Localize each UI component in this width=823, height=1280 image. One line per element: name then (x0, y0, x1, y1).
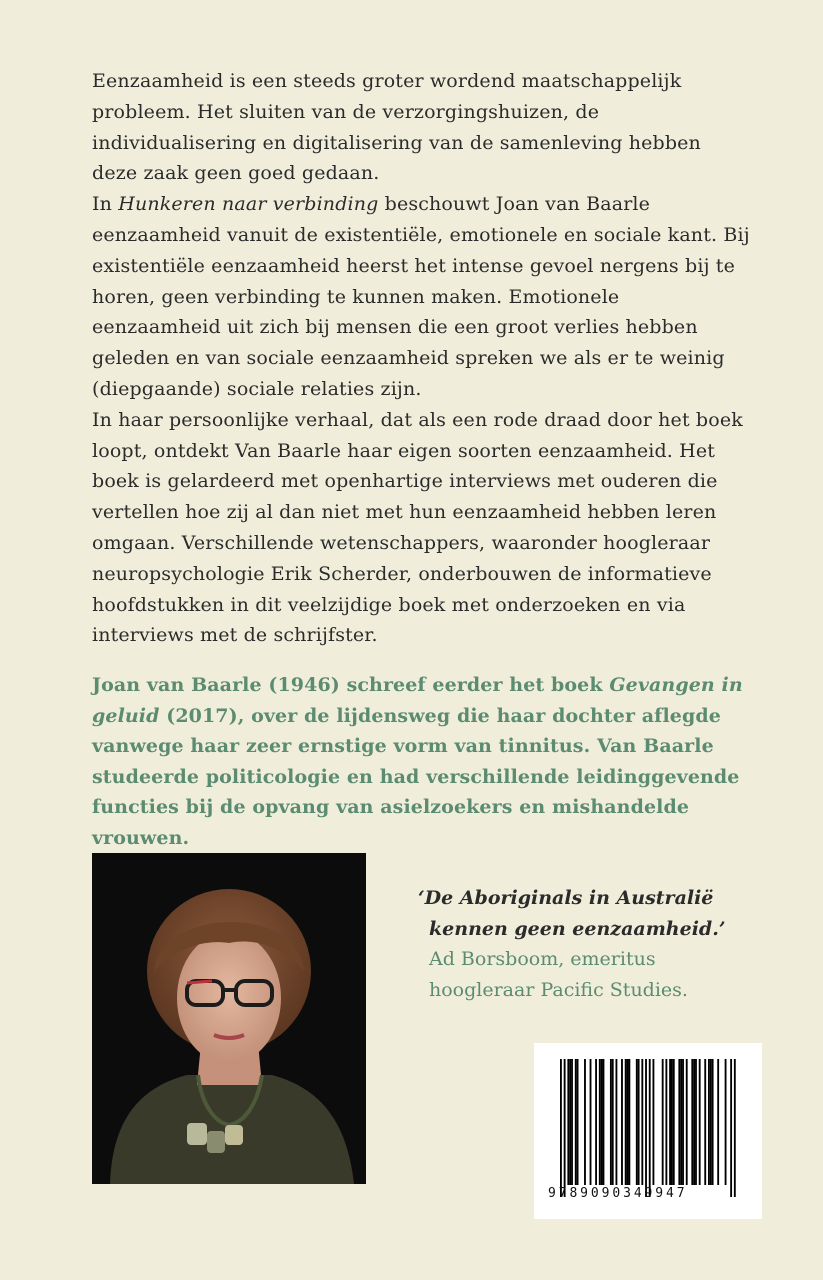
author-bio-text (92, 670, 752, 853)
barcode-bar (599, 1059, 601, 1185)
barcode-bar (560, 1059, 562, 1197)
barcode-bar (616, 1059, 618, 1185)
barcode-bar (682, 1059, 684, 1185)
previous-book-title: Gevangen in geluid (92, 674, 743, 727)
author-photo (92, 853, 366, 1184)
barcode-bar (704, 1059, 706, 1185)
quote-text (418, 883, 748, 944)
barcode-bar (708, 1059, 710, 1185)
barcode-bar (621, 1059, 623, 1185)
barcode-bar (665, 1059, 667, 1185)
barcode-bar (717, 1059, 719, 1185)
isbn-digits: 9789090349947 (548, 1186, 688, 1201)
barcode-bar (695, 1059, 697, 1185)
barcode-bar (669, 1059, 671, 1185)
barcode-bar (571, 1059, 573, 1185)
barcode-bar (612, 1059, 614, 1185)
barcode-bar (584, 1059, 586, 1185)
endorsement-quote (418, 883, 748, 1005)
barcode-bar (678, 1059, 680, 1185)
quote-line-2: kennen geen eenzaamheid.’ (429, 917, 726, 940)
barcode-bar (734, 1059, 736, 1197)
barcode-bar (649, 1059, 651, 1197)
barcode-bar (671, 1059, 673, 1185)
quote-attribution-role: hoogleraar Pacific Studies. (429, 978, 688, 1001)
barcode-bar (577, 1059, 579, 1185)
barcode-bar (662, 1059, 664, 1185)
quote-line-1: ‘De Aboriginals in Australië (418, 887, 714, 909)
blurb-paragraph-1: Eenzaamheid is een steeds groter wordend maatschappelijk probleem. Het sluiten van de verzorgingshuizen, de individualisering en digitalisering van de samenleving hebben deze zaak geen goed gedaan. (92, 70, 701, 185)
barcode-bar (590, 1059, 592, 1185)
bio-prefix: Joan van Baarle (1946) schreef eerder het boek (92, 674, 610, 696)
barcode-bar (686, 1059, 688, 1185)
barcode-bar (699, 1059, 701, 1185)
barcode-bar (641, 1059, 643, 1185)
blurb-p2-body: beschouwt Joan van Baarle eenzaamheid vanuit de existentiële, emotionele en sociale kant. Bij existentiële eenzaamheid heerst het intense gevoel nergens bij te horen, geen verbinding te kunnen maken. Emotionele eenzaamheid uit zich bij mensen die een groot verlies hebben geleden en van sociale eenzaamheid spreken we als er te weinig (diepgaande) sociale relaties zijn. (92, 193, 750, 400)
barcode-bar (625, 1059, 627, 1185)
barcode-bar (610, 1059, 612, 1185)
barcode-bar (636, 1059, 638, 1185)
barcode-bar (725, 1059, 727, 1185)
blurb-paragraph-2 (92, 189, 752, 405)
barcode-bar (645, 1059, 647, 1197)
barcode-bar (567, 1059, 569, 1185)
barcode-bar (730, 1059, 732, 1197)
book-blurb (92, 66, 752, 651)
barcode-bar (628, 1059, 630, 1185)
barcode-bar (691, 1059, 693, 1185)
barcode-bar (712, 1059, 714, 1185)
barcode-bar (569, 1059, 571, 1185)
blurb-paragraph-3: In haar persoonlijke verhaal, dat als een rode draad door het boek loopt, ontdekt Van Baarle haar eigen soorten eenzaamheid. Het boek is gelardeerd met openhartige interviews met ouderen die vertellen hoe zij al dan niet met hun eenzaamheid hebben leren omgaan. Verschillende wetenschappers, waaronder hoogleraar neuropsychologie Erik Scherder, onderbouwen de informatieve hoofdstukken in dit veelzijdige boek met onderzoeken en via interviews met de schrijfster. (92, 408, 743, 647)
author-bio (92, 670, 752, 853)
barcode-bar (627, 1059, 629, 1185)
barcode-bar (693, 1059, 695, 1185)
barcode-bar (710, 1059, 712, 1185)
barcode-bar (595, 1059, 597, 1185)
barcode-bar (673, 1059, 675, 1185)
barcode-bar (653, 1059, 655, 1185)
blurb-p2-prefix: In (92, 193, 119, 216)
barcode-bar (575, 1059, 577, 1185)
barcode-bar (601, 1059, 603, 1185)
quote-attribution-name: Ad Borsboom, emeritus (429, 948, 656, 970)
barcode-bar (680, 1059, 682, 1185)
bio-body: (2017), over de lijdensweg die haar dochter aflegde vanwege haar zeer ernstige vorm van tinnitus. Van Baarle studeerde politicologie en had verschillende leidinggevende functies bij de opvang van asielzoekers en mishandelde vrouwen. (92, 704, 740, 849)
barcode-bar (564, 1059, 566, 1197)
barcode-bar (603, 1059, 605, 1185)
book-title-italic: Hunkeren naar verbinding (118, 193, 379, 216)
barcode-bar (638, 1059, 640, 1185)
